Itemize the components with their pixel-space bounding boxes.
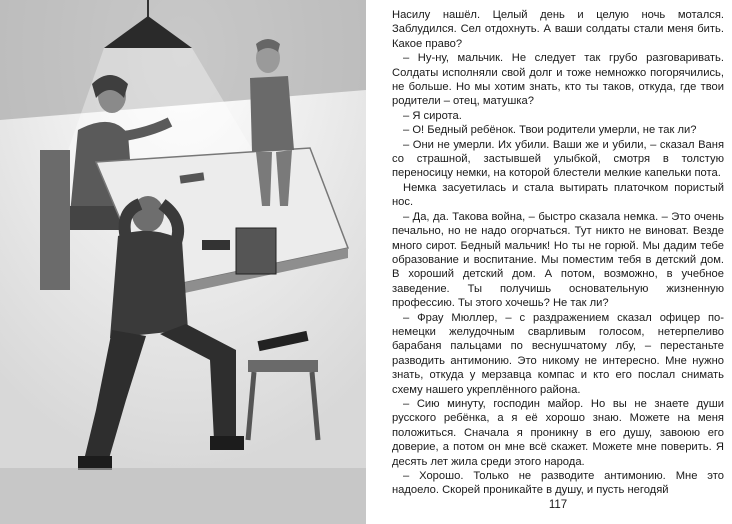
paragraph: Насилу нашёл. Целый день и целую ночь мотался. Заблудился. Сел отдохнуть. А ваши солдаты стали меня бить. Какое право?	[392, 9, 724, 50]
floor	[0, 468, 366, 524]
paragraph: – Они не умерли. Их убили. Ваши же и убили, – сказал Ваня со страшной, застывшей улыбкой, смотря в толстую переносицу немки, на которой блестели мелкие капельки пота.	[392, 138, 724, 180]
paragraph: – Сию минуту, господин майор. Но вы не знаете души русского ребёнка, а я её хорошо знаю. Можете на меня положиться. Сначала я проникну в его душу, завоюю его доверие, а потом он мне всё скажет. Можете мне поверить. Я десять лет жила среди этого народа.	[392, 397, 724, 468]
paragraph: – Да, да. Такова война, – быстро сказала немка. – Это очень печально, но не надо огорчаться. Тут никто не виноват. Везде много сирот. Бедный мальчик! Но ты не горюй. Мы дадим тебе образование и воспитание. Мы поместим тебя в детский дом. В хороший детский дом. А потом, возможно, в учебное заведение. Ты получишь основательную жизненную профессию. Ты этого хочешь? Не так ли?	[392, 210, 724, 310]
chair-back	[40, 150, 70, 290]
officer-boot-left	[78, 456, 112, 470]
boy-shirt	[250, 76, 294, 152]
paragraph: Немка засуетилась и стала вытирать платочком пористый нос.	[392, 181, 724, 209]
officer-boot-right	[210, 436, 244, 450]
leather-case	[236, 228, 276, 274]
paragraph: – Ну-ну, мальчик. Не следует так грубо разговаривать. Солдаты исполняли свой долг и тоже немножко погорячились, не больше. Но мы хотим знать, кто ты таков, откуда, где твои родители – отец, матушка?	[392, 52, 724, 108]
pistol	[202, 240, 230, 250]
paragraph: – Фрау Мюллер, – с раздражением сказал офицер по-немецки желудочным сварливым голосом, нетерпеливо барабаня пальцами по веснушчатому лбу, – перестаньте разводить антимонию. Это никому не интересно. Мне нужно знать, откуда у мерзавца компас и кто его послал снимать схему нашего укреплённого района.	[392, 311, 724, 396]
stool-top	[248, 360, 318, 372]
text-page	[392, 8, 724, 497]
paragraph: – Хорошо. Только не разводите антимонию. Мне это надоело. Скорей проникайте в душу, и пусть негодяй	[392, 470, 724, 497]
paragraph: – О! Бедный ребёнок. Твои родители умерли, не так ли?	[403, 124, 697, 137]
page-number: 117	[548, 499, 568, 511]
officer-tunic	[110, 231, 188, 338]
paragraph: – Я сирота.	[403, 109, 462, 122]
